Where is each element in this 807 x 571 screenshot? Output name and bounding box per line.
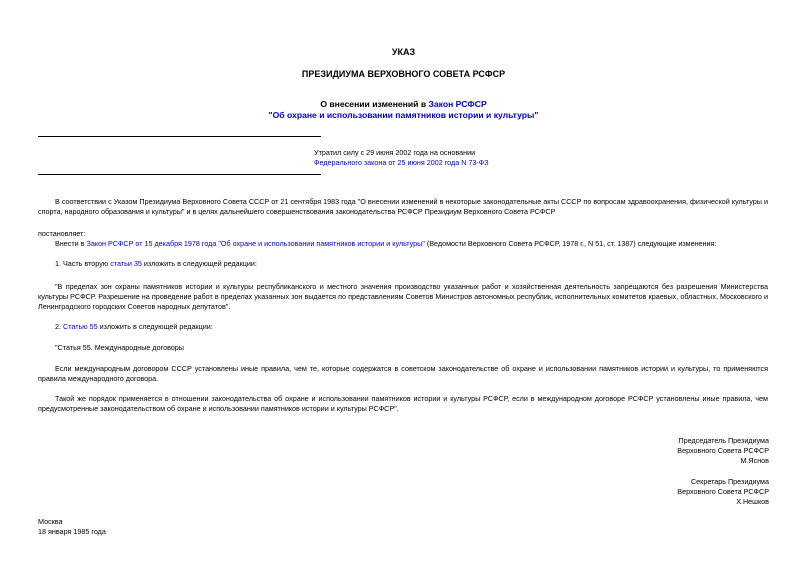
item-1-text: "В пределах зон охраны памятников истории и культуры республиканского и местного значения производство указанных работ и хозяйственная деятельность запрещаются без разрешения Министерства культуры РСФСР. Разрешение на проведение работ в пределах указанных зон выдается по представлениям Советов Министров автономных республик, исполнительных комитетов краевых, областных, Московского и Ленинградского городских Советов народных депутатов".	[38, 282, 768, 311]
secretary-title: Секретарь Президиума	[690, 477, 769, 486]
article-title: "Статья 55. Международные договоры	[55, 343, 184, 352]
item-2-post: изложить в следующей редакции:	[97, 322, 213, 331]
article-paragraph-2: Такой же порядок применяется в отношении законодательства об охране и использовании памятников истории и культуры РСФСР, если в международном договоре РСФСР установлены иные правила, чем предусмотренные законодательством об охране и использовании памятников истории и культуры РСФСР".	[38, 394, 768, 413]
amend-intro	[38, 239, 768, 249]
article-55-link[interactable]: Статью 55	[63, 322, 98, 331]
divider-bottom	[38, 174, 321, 175]
amend-intro-post: (Ведомости Верховного Совета РСФСР, 1978 г., N 51, ст. 1387) следующие изменения:	[424, 239, 717, 248]
item-1-intro	[38, 259, 768, 269]
signature-chairman	[677, 436, 769, 466]
heading-prefix: О внесении изменений в	[320, 99, 429, 109]
item-1-post: изложить в следующей редакции:	[141, 259, 257, 268]
item-1-pre: 1. Часть вторую	[55, 259, 111, 268]
doc-title: УКАЗ	[391, 47, 416, 57]
chairman-body: Верховного Совета РСФСР	[677, 446, 769, 455]
law-link[interactable]: Закон РСФСР	[428, 99, 487, 109]
doc-heading	[0, 99, 807, 109]
chairman-name: М.Яснов	[740, 456, 769, 465]
repeal-law-link[interactable]: Федерального закона от 25 июня 2002 года N 73-ФЗ	[314, 158, 489, 167]
preamble-paragraph: В соответствии с Указом Президиума Верховного Совета СССР от 21 сентября 1983 года "О внесении изменений в некоторые законодательные акты СССР по вопросам здравоохранения, физической культуры и спорта, народного образования и культуры" и в целях дальнейшего совершенствования законодательства РСФСР Президиум Верховного Совета РСФСР	[38, 197, 768, 216]
footer-place: Москва	[38, 517, 63, 526]
divider-top	[38, 136, 321, 137]
secretary-body: Верховного Совета РСФСР	[677, 487, 769, 496]
decree-word: постановляет:	[38, 229, 86, 238]
law-1978-link[interactable]: Закон РСФСР от 15 декабря 1978 года "Об охране и использовании памятников истории и культуры"	[86, 239, 425, 248]
amend-intro-pre: Внести в	[55, 239, 87, 248]
item-2-intro	[38, 322, 768, 332]
status-line: Утратил силу с 29 июня 2002 года на основании	[314, 148, 476, 157]
signature-secretary	[677, 477, 769, 507]
secretary-name: Х.Нешков	[736, 497, 769, 506]
item-2-pre: 2.	[55, 322, 63, 331]
article-35-link[interactable]: статьи 35	[110, 259, 142, 268]
doc-issuer: ПРЕЗИДИУМА ВЕРХОВНОГО СОВЕТА РСФСР	[301, 69, 506, 79]
footer-date: 18 января 1985 года	[38, 527, 106, 536]
article-paragraph-1: Если международным договором СССР установлены иные правила, чем те, которые содержатся в советском законодательстве об охране и использовании памятников истории и культуры, то применяются правила международного договора.	[38, 364, 768, 383]
chairman-title: Председатель Президиума	[678, 436, 769, 445]
law-title-link[interactable]: "Об охране и использовании памятников истории и культуры"	[268, 110, 539, 120]
